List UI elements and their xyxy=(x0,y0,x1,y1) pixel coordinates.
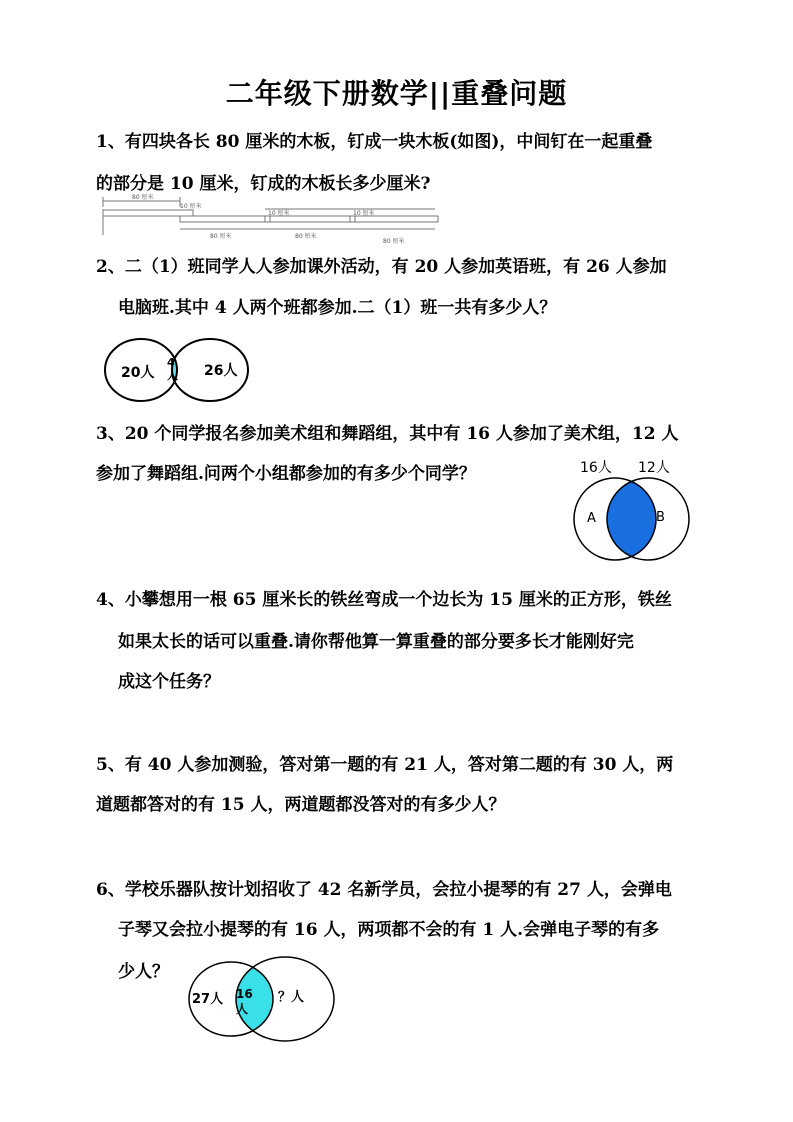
board-label-10-b: 10 厘米 xyxy=(268,210,290,217)
venn-diagram-q2 xyxy=(103,335,253,405)
question-4-line-3: 成这个任务？ xyxy=(118,672,220,692)
boards-diagram xyxy=(100,195,440,245)
question-3-line-2: 参加了舞蹈组.问两个小组都参加的有多少个同学？ xyxy=(96,464,476,484)
board-label-10-a: 10 厘米 xyxy=(180,203,202,210)
question-4-line-1: 4、小攀想用一根 65 厘米长的铁丝弯成一个边长为 15 厘米的正方形，铁丝 xyxy=(96,590,672,610)
question-1-line-1: 1、有四块各长 80 厘米的木板，钉成一块木板(如图)，中间钉在一起重叠 xyxy=(96,132,653,152)
page-title: 二年级下册数学||重叠问题 xyxy=(225,77,568,110)
venn-diagram-q6 xyxy=(186,955,346,1045)
venn3-top-right-label: 12人 xyxy=(638,460,670,476)
question-6-line-3: 少人？ xyxy=(118,962,169,982)
board-label-80-c: 80 厘米 xyxy=(383,238,405,245)
question-6-line-2: 子琴又会拉小提琴的有 16 人，两项都不会的有 1 人.会弹电子琴的有多 xyxy=(118,920,660,940)
question-6-line-1: 6、学校乐器队按计划招收了 42 名新学员，会拉小提琴的有 27 人，会弹电 xyxy=(96,880,672,900)
question-5-line-1: 5、有 40 人参加测验，答对第一题的有 21 人，答对第二题的有 30 人，两 xyxy=(96,755,674,775)
question-3-line-1: 3、20 个同学报名参加美术组和舞蹈组，其中有 16 人参加了美术组，12 人 xyxy=(96,424,679,444)
question-5-line-2: 道题都答对的有 15 人，两道题都没答对的有多少人？ xyxy=(96,795,506,815)
question-2-line-1: 2、二（1）班同学人人参加课外活动，有 20 人参加英语班，有 26 人参加 xyxy=(96,257,667,277)
venn2-left-label: 20人 xyxy=(121,365,155,381)
venn-diagram-q3 xyxy=(568,455,698,565)
board-label-80-top: 80 厘米 xyxy=(132,194,154,201)
venn6-overlap-label: 16 人 xyxy=(236,987,253,1016)
venn3-left-label: A xyxy=(587,511,596,526)
board-label-80-b: 80 厘米 xyxy=(295,233,317,240)
venn6-left-label: 27人 xyxy=(192,992,224,1007)
board-label-10-c: 10 厘米 xyxy=(353,210,375,217)
venn3-top-left-label: 16人 xyxy=(580,460,612,476)
board-label-80-a: 80 厘米 xyxy=(210,233,232,240)
venn3-right-label: B xyxy=(656,510,665,525)
venn2-overlap-label: 4 人 xyxy=(167,356,178,382)
question-1-line-2: 的部分是 10 厘米，钉成的木板长多少厘米? xyxy=(96,174,431,194)
question-2-line-2: 电脑班.其中 4 人两个班都参加.二（1）班一共有多少人？ xyxy=(118,298,557,318)
venn2-right-label: 26人 xyxy=(204,363,238,379)
venn6-right-label: ？人 xyxy=(278,990,305,1005)
question-4-line-2: 如果太长的话可以重叠.请你帮他算一算重叠的部分要多长才能刚好完 xyxy=(118,632,634,652)
